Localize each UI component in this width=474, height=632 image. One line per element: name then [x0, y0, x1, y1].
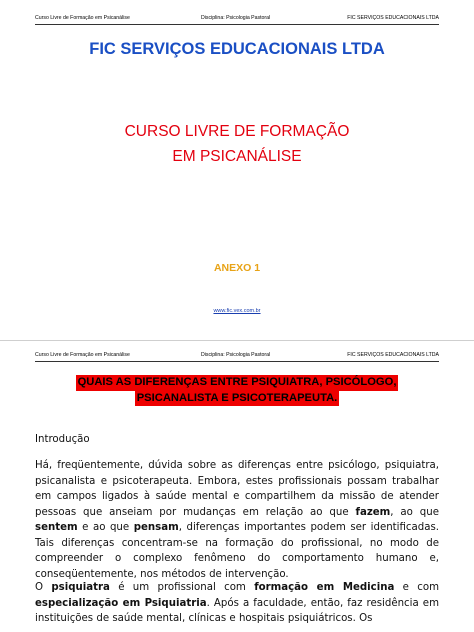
- para1-text: Há, freqüentemente, dúvida sobre as diferenças entre psicólogo, psiquiatra, psicanalista e psicoterapeuta. Embora, estes profissionais possam trabalhar em campos ligados à saúde mental e compartilhem da missão de atender pessoas que anseiam por mudanças em relação ao que: [35, 460, 439, 518]
- para2-text: e com: [394, 582, 439, 593]
- para2-text: é um profissional com: [109, 582, 255, 593]
- paragraph-differences: [35, 458, 439, 582]
- para1-bold-pensam: pensam: [133, 522, 179, 533]
- para1-text: , ao que: [390, 506, 439, 518]
- paragraph-psychiatrist: [35, 580, 439, 627]
- header-company: FIC SERVIÇOS EDUCACIONAIS LTDA: [347, 15, 439, 21]
- para2-bold-medicina: formação em Medicina: [254, 582, 395, 593]
- para2-bold-psiquiatra: psiquiatra: [51, 582, 110, 593]
- header-company: FIC SERVIÇOS EDUCACIONAIS LTDA: [347, 352, 439, 358]
- header-course: Curso Livre de Formação em Psicanálise: [35, 352, 130, 358]
- question-line1: QUAIS AS DIFERENÇAS ENTRE PSIQUIATRA, PSICÓLOGO,: [76, 375, 399, 391]
- question-line2: PSICANALISTA E PSICOTERAPEUTA.: [135, 391, 340, 407]
- intro-heading: Introdução: [35, 434, 90, 445]
- header-rule: [35, 24, 439, 25]
- company-name: FIC SERVIÇOS EDUCACIONAIS LTDA: [89, 40, 385, 58]
- header-rule: [35, 361, 439, 362]
- para2-text: . Após a faculdade, então, faz residência em instituições de saúde mental, clínicas e hospitais psiquiátricos. Os: [35, 597, 440, 624]
- question-heading: [0, 375, 474, 406]
- page-separator: [0, 340, 474, 341]
- para1-text: , diferenças importantes podem ser identificadas. Tais diferenças concentram-se na formação do profissional, no modo de compreender o complexo fenômeno do comportamento humano e, conseqüentemente, nos métodos de intervenção.: [35, 522, 440, 580]
- course-title-line1: CURSO LIVRE DE FORMAÇÃO: [124, 123, 350, 140]
- para2-bold-especializacao: especialização em Psiquiatria: [35, 597, 207, 609]
- para1-text: e ao que: [77, 522, 134, 533]
- header-discipline: Disciplina: Psicologia Pastoral: [201, 352, 271, 358]
- website-link[interactable]: www.fic.vex.com.br: [213, 308, 261, 314]
- para2-text: O: [35, 582, 52, 593]
- header-discipline: Disciplina: Psicologia Pastoral: [201, 15, 271, 21]
- annex-label: ANEXO 1: [213, 262, 261, 274]
- para1-bold-sentem: sentem: [35, 522, 78, 533]
- course-title-line2: EM PSICANÁLISE: [172, 148, 302, 165]
- para1-bold-fazem: fazem: [355, 506, 391, 518]
- header-course: Curso Livre de Formação em Psicanálise: [35, 15, 130, 21]
